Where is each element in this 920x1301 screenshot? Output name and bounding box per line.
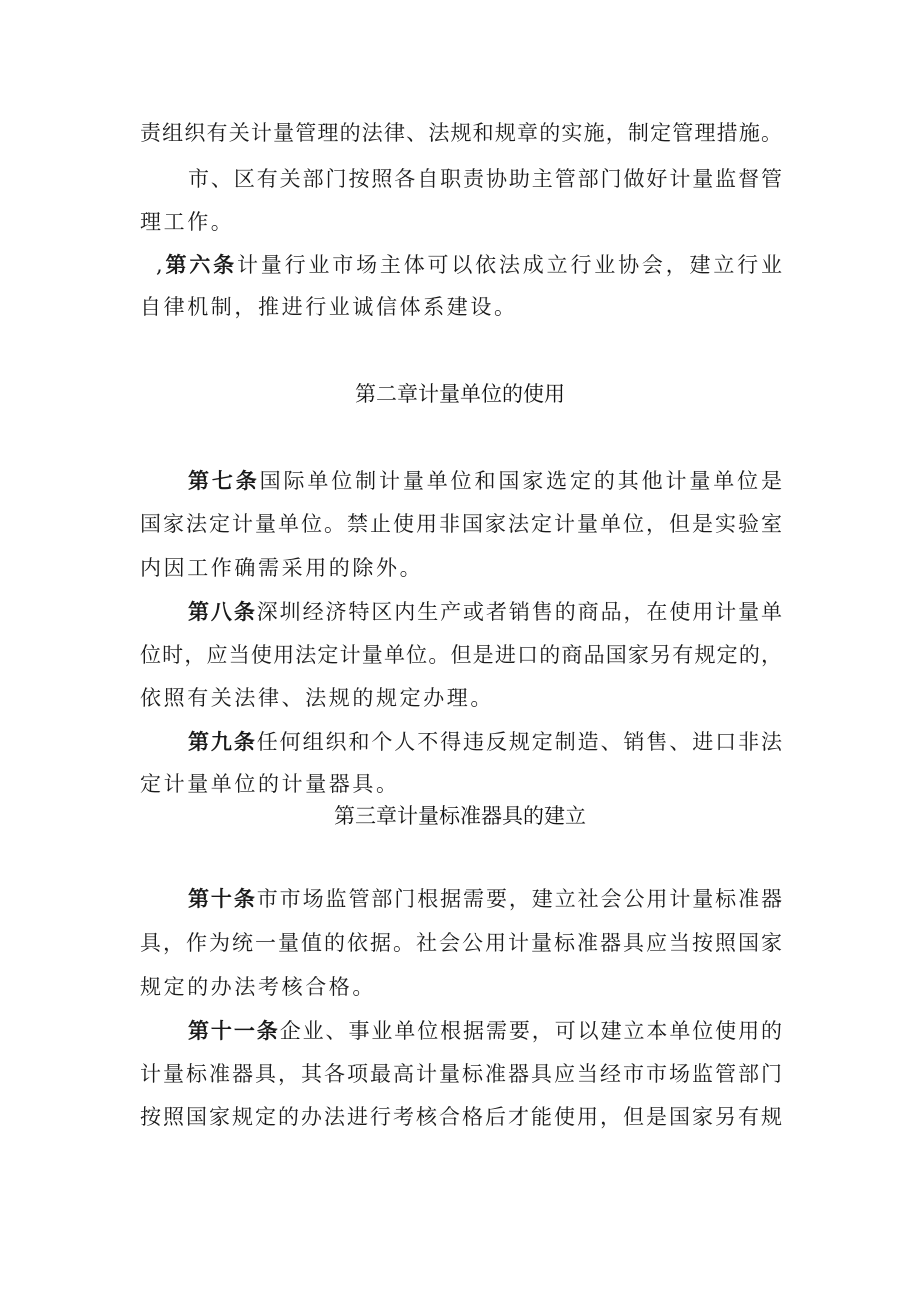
paragraph-line: 理工作。 <box>140 210 235 234</box>
article-9-first-line <box>188 730 782 754</box>
paragraph-line: 定计量单位的计量器具。 <box>140 772 400 796</box>
chapter-heading: 第三章计量标准器具的建立 <box>334 804 586 828</box>
paragraph-line: 责组织有关计量管理的法律、法规和规章的实施，制定管理措施。 <box>140 121 782 145</box>
article-9-label: 第九条 <box>188 730 257 754</box>
article-6-first-line <box>156 253 782 277</box>
article-8-label: 第八条 <box>188 600 257 624</box>
paragraph-line: 自律机制，推进行业诚信体系建设。 <box>140 295 518 319</box>
paragraph-line: 国家法定计量单位。禁止使用非国家法定计量单位，但是实验室 <box>140 512 782 536</box>
article-6-label: 第六条 <box>162 253 237 277</box>
article-11-first-line <box>188 1019 782 1043</box>
article-7-first-line <box>188 469 782 493</box>
article-11-label: 第十一条 <box>188 1019 280 1043</box>
paragraph-line: 计量标准器具，其各项最高计量标准器具应当经市市场监管部门 <box>140 1062 782 1086</box>
paragraph-line: 市、区有关部门按照各自职责协助主管部门做好计量监督管 <box>188 167 782 191</box>
lead-comma-mark: , <box>156 253 163 277</box>
article-10-first-line <box>188 887 782 911</box>
article-7-label: 第七条 <box>188 469 260 493</box>
paragraph-line: 具，作为统一量值的依据。社会公用计量标准器具应当按照国家 <box>140 931 782 955</box>
paragraph-line: 规定的办法考核合格。 <box>140 975 376 999</box>
article-11-text: 企业、事业单位根据需要，可以建立本单位使用的 <box>279 1019 783 1043</box>
article-8-first-line <box>188 600 782 624</box>
article-10-label: 第十条 <box>188 887 257 911</box>
article-6-text: 计量行业市场主体可以依法成立行业协会，建立行业 <box>236 253 783 277</box>
paragraph-line: 内因工作确需采用的除外。 <box>140 556 424 580</box>
article-8-text: 深圳经济特区内生产或者销售的商品，在使用计量单 <box>256 600 783 624</box>
article-7-text: 国际单位制计量单位和国家选定的其他计量单位是 <box>259 469 782 493</box>
chapter-heading: 第二章计量单位的使用 <box>355 382 565 406</box>
paragraph-line: 依照有关法律、法规的规定办理。 <box>140 686 494 710</box>
paragraph-line: 位时，应当使用法定计量单位。但是进口的商品国家另有规定的， <box>140 643 782 667</box>
article-9-text: 任何组织和个人不得违反规定制造、销售、进口非法 <box>256 730 783 754</box>
article-10-text: 市市场监管部门根据需要，建立社会公用计量标准器 <box>256 887 783 911</box>
paragraph-line: 按照国家规定的办法进行考核合格后才能使用，但是国家另有规 <box>140 1105 782 1129</box>
